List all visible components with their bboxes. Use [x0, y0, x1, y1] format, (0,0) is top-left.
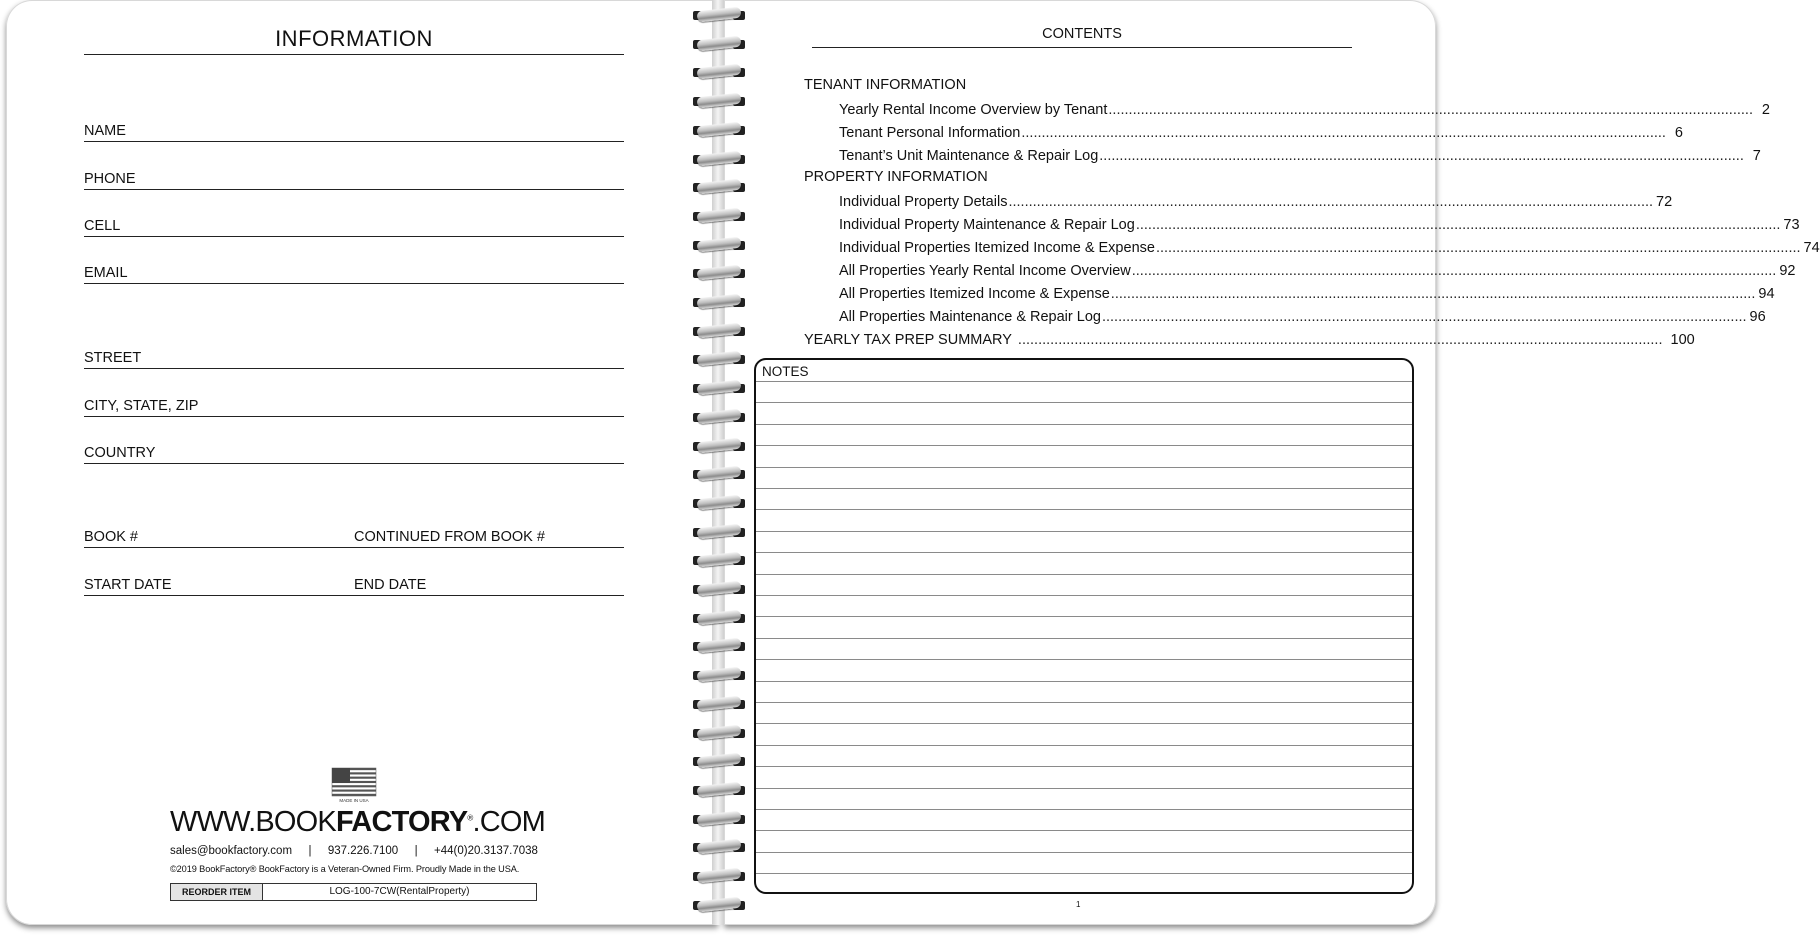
notes-line — [756, 723, 1412, 724]
notes-line — [756, 381, 1412, 382]
notes-line — [756, 873, 1412, 874]
separator: | — [308, 845, 312, 857]
site-prefix: WWW.BOOK — [170, 806, 336, 838]
notes-line — [756, 681, 1412, 682]
notes-line — [756, 509, 1412, 510]
notes-line — [756, 467, 1412, 468]
information-title: INFORMATION — [275, 26, 433, 51]
sales-email[interactable]: sales@bookfactory.com — [170, 845, 293, 857]
notes-line — [756, 809, 1412, 810]
country-field[interactable] — [84, 434, 624, 464]
notes-line — [756, 766, 1412, 767]
phone-field[interactable] — [84, 160, 624, 190]
spiral-coil — [690, 812, 748, 828]
field-label: COUNTRY — [84, 445, 156, 461]
separator: | — [414, 845, 418, 857]
spiral-coil — [690, 8, 748, 24]
phone-number: 937.226.7100 — [327, 845, 399, 857]
date-field[interactable] — [84, 566, 624, 596]
spiral-coil — [690, 611, 748, 627]
field-label: START DATE — [84, 577, 172, 593]
spiral-binding — [690, 8, 748, 916]
notes-box[interactable] — [754, 358, 1414, 894]
notes-line — [756, 745, 1412, 746]
notes-label: NOTES — [762, 364, 809, 379]
notes-line — [756, 595, 1412, 596]
notes-line — [756, 445, 1412, 446]
email-field[interactable] — [84, 254, 624, 284]
spiral-coil — [690, 639, 748, 655]
field-label: EMAIL — [84, 265, 128, 281]
spiral-coil — [690, 783, 748, 799]
toc-entry[interactable]: Yearly Rental Income Overview by Tenant ................................................................................................................................................................ 2 — [839, 102, 1770, 118]
field-label: PHONE — [84, 171, 136, 187]
spiral-coil — [690, 898, 748, 914]
notes-line — [756, 616, 1412, 617]
notes-line — [756, 830, 1412, 831]
spiral-coil — [690, 840, 748, 856]
toc-entry[interactable]: All Properties Maintenance & Repair Log ................................................................................................................................................................ 96 — [839, 309, 1766, 325]
field-label: STREET — [84, 350, 142, 366]
reorder-label: REORDER ITEM — [171, 884, 263, 900]
toc-section-heading: TENANT INFORMATION — [804, 77, 967, 93]
field-label: NAME — [84, 123, 126, 139]
contents-title: CONTENTS — [1042, 26, 1122, 42]
spiral-coil — [690, 295, 748, 311]
notes-line — [756, 402, 1412, 403]
reorder-value: LOG-100-7CW(RentalProperty) — [329, 886, 470, 897]
us-flag-icon — [332, 768, 376, 796]
contact-line — [170, 845, 538, 857]
made-in-usa-text: MADE IN USA — [339, 798, 369, 803]
notes-line — [756, 638, 1412, 639]
copyright-text: ©2019 BookFactory® BookFactory is a Veteran-Owned Firm. Proudly Made in the USA. — [170, 864, 520, 874]
field-label: CELL — [84, 218, 121, 234]
spiral-coil — [690, 525, 748, 541]
notes-line — [756, 852, 1412, 853]
spiral-coil — [690, 123, 748, 139]
spiral-coil — [690, 180, 748, 196]
site-suffix: .COM — [472, 806, 545, 838]
website-logo[interactable] — [170, 806, 545, 839]
book-number-field[interactable] — [84, 518, 624, 548]
toc-entry[interactable]: Tenant’s Unit Maintenance & Repair Log ................................................................................................................................................................ 7 — [839, 148, 1761, 164]
notes-line — [756, 488, 1412, 489]
spiral-coil — [690, 410, 748, 426]
reorder-box — [170, 883, 537, 901]
notes-line — [756, 574, 1412, 575]
spiral-coil — [690, 65, 748, 81]
city-state-zip-field[interactable] — [84, 387, 624, 417]
spiral-coil — [690, 668, 748, 684]
site-bold: FACTORY — [335, 806, 468, 838]
spiral-coil — [690, 352, 748, 368]
spiral-coil — [690, 266, 748, 282]
toc-entry[interactable]: Individual Property Maintenance & Repair Log ................................................................................................................................................................ 73 — [839, 217, 1800, 233]
spiral-coil — [690, 209, 748, 225]
spiral-coil — [690, 152, 748, 168]
notes-line — [756, 552, 1412, 553]
field-label: CITY, STATE, ZIP — [84, 398, 199, 414]
intl-phone-number: +44(0)20.3137.7038 — [434, 845, 538, 857]
spiral-coil — [690, 37, 748, 53]
spiral-coil — [690, 381, 748, 397]
toc-section-heading: PROPERTY INFORMATION — [804, 169, 988, 185]
toc-entry[interactable]: Tenant Personal Information ................................................................................................................................................................ 6 — [839, 125, 1683, 141]
spiral-coil — [690, 582, 748, 598]
toc-entry[interactable]: Individual Property Details ................................................................................................................................................................ 72 — [839, 194, 1673, 210]
notes-line — [756, 659, 1412, 660]
notes-line — [756, 788, 1412, 789]
spiral-coil — [690, 324, 748, 340]
site-registered: ® — [467, 813, 473, 823]
spiral-coil — [690, 726, 748, 742]
contents-rule — [812, 47, 1352, 48]
spiral-coil — [690, 94, 748, 110]
cell-field[interactable] — [84, 207, 624, 237]
street-field[interactable] — [84, 339, 624, 369]
page-number: 1 — [1076, 900, 1081, 909]
field-label: BOOK # — [84, 529, 138, 545]
spiral-coil — [690, 496, 748, 512]
spiral-coil — [690, 869, 748, 885]
notes-line — [756, 531, 1412, 532]
name-field[interactable] — [84, 112, 624, 142]
notes-line — [756, 702, 1412, 703]
end-date-label: END DATE — [354, 577, 427, 593]
toc-entry[interactable]: All Properties Itemized Income & Expense ................................................................................................................................................................ 94 — [839, 286, 1775, 302]
notes-line — [756, 424, 1412, 425]
spiral-coil — [690, 467, 748, 483]
spiral-coil — [690, 553, 748, 569]
spiral-coil — [690, 439, 748, 455]
toc-summary-entry[interactable]: YEARLY TAX PREP SUMMARY ................................................................................................................................................................ 100 — [804, 332, 1695, 348]
spiral-coil — [690, 754, 748, 770]
toc-entry[interactable]: Individual Properties Itemized Income & Expense ................................................................................................................................................................ 74 — [839, 240, 1820, 256]
toc-entry[interactable]: All Properties Yearly Rental Income Overview ................................................................................................................................................................ 92 — [839, 263, 1796, 279]
continued-from-label: CONTINUED FROM BOOK # — [354, 529, 545, 545]
spiral-coil — [690, 238, 748, 254]
spiral-coil — [690, 697, 748, 713]
title-rule — [84, 54, 624, 55]
